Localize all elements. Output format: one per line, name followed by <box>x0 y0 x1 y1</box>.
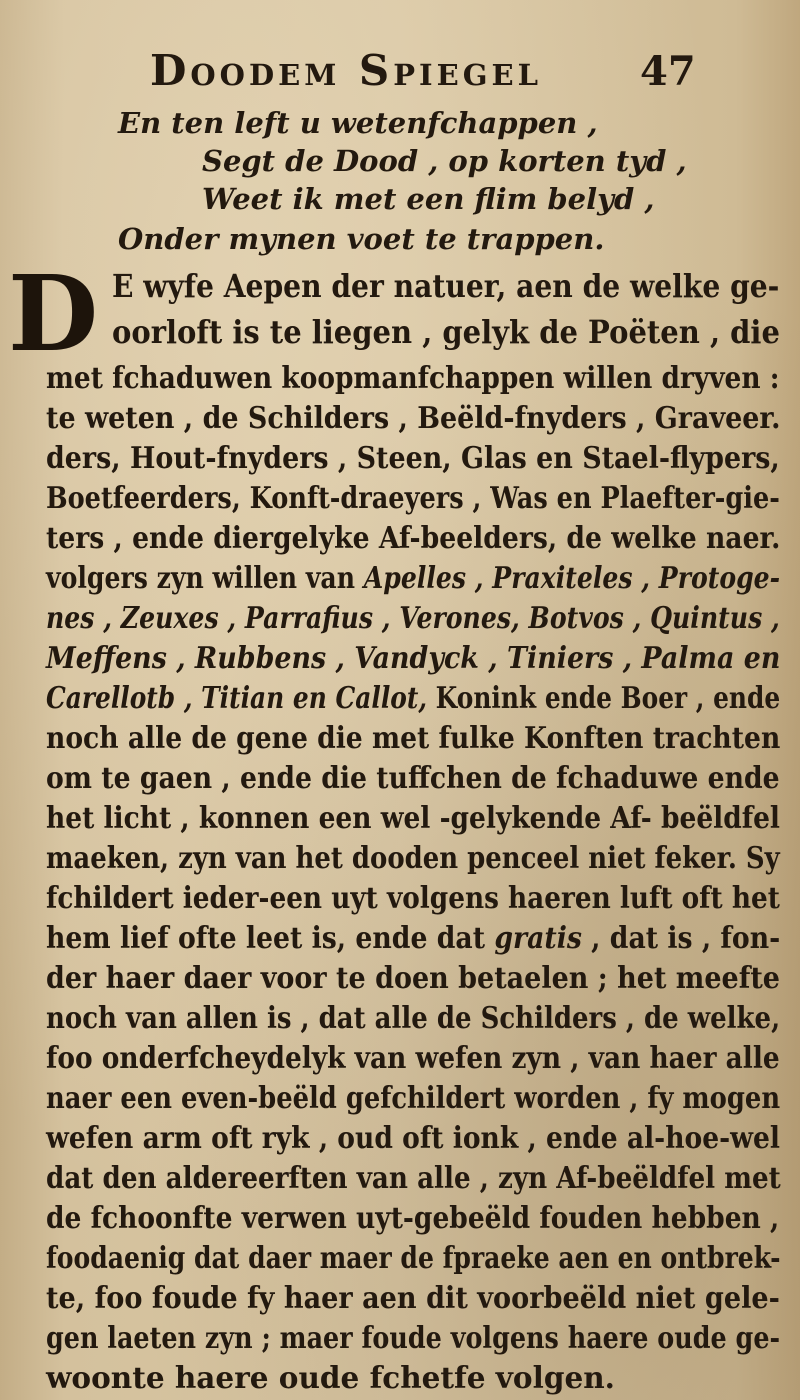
text-run: volgers zyn willen van <box>46 560 364 595</box>
text-line <box>46 920 780 955</box>
text-line: nes , Zeuxes , Parrafius , Verones, Botvos , Quintus , <box>46 600 780 635</box>
text-line: foodaenig dat daer maer de fpraeke aen en ontbrek- <box>46 1240 781 1275</box>
text-line: ters , ende diergelyke Af-beelders, de welke naer. <box>46 520 781 555</box>
running-title: Doodem Spiegel <box>150 46 542 95</box>
text-line: oorloft is te liegen , gelyk de Poëten , die <box>112 314 780 351</box>
text-line: het licht , konnen een wel -gelykende Af- beëldfel <box>46 800 780 835</box>
text-line: der haer daer voor te doen betaelen ; het meefte <box>46 960 780 995</box>
italic-run: gratis <box>494 920 582 955</box>
text-line: noch van allen is , dat alle de Schilders , de welke, <box>46 1000 781 1035</box>
verse-line: Onder mynen voet te trappen. <box>118 222 605 256</box>
text-line: Meffens , Rubbens , Vandyck , Tiniers , Palma en <box>46 640 781 675</box>
text-line: woonte haere oude fchetfe volgen. <box>46 1360 615 1395</box>
verse-line: Segt de Dood , op korten tyd , <box>202 144 687 178</box>
text-line: fchildert ieder-een uyt volgens haeren luft oft het <box>46 880 780 915</box>
text-line: dat den aldereerften van alle , zyn Af-beëldfel met <box>46 1160 781 1195</box>
text-line: naer een even-beëld gefchildert worden , fy mogen <box>46 1080 781 1115</box>
text-line: noch alle de gene die met fulke Konften trachten <box>46 720 781 755</box>
verse-line: En ten left u wetenfchappen , <box>118 106 598 140</box>
text-line: te, foo foude fy haer aen dit voorbeëld niet gele- <box>46 1280 780 1315</box>
text-line: de fchoonfte verwen uyt-gebeëld fouden hebben , <box>46 1200 780 1235</box>
text-run: , dat is , fon- <box>581 920 781 955</box>
text-line: om te gaen , ende die tuffchen de fchaduwe ende <box>46 760 780 795</box>
text-line: ders, Hout-fnyders , Steen, Glas en Stael-flypers, <box>46 440 780 475</box>
text-line: maeken, zyn van het dooden penceel niet feker. Sy <box>46 840 780 875</box>
text-line: wefen arm oft ryk , oud oft ionk , ende al-hoe-wel <box>46 1120 780 1155</box>
text-line <box>46 560 780 595</box>
text-line: te weten , de Schilders , Beëld-fnyders , Graveer. <box>46 400 781 435</box>
drop-cap-initial: D <box>8 252 99 375</box>
italic-run: Apelles , Praxiteles , Protoge- <box>363 560 781 595</box>
text-run: Konink ende Boer , ende <box>435 680 781 715</box>
text-line: met fchaduwen koopmanfchappen willen dryven : <box>46 360 780 395</box>
text-line: E wyfe Aepen der natuer, aen de welke ge- <box>112 268 780 305</box>
italic-run: Carellotb , Titian en Callot, <box>46 680 436 715</box>
text-line: gen laeten zyn ; maer foude volgens haere oude ge- <box>46 1320 781 1355</box>
verse-line: Weet ik met een flim belyd , <box>202 182 655 216</box>
text-run: hem lief ofte leet is, ende dat <box>46 920 495 955</box>
page-header <box>0 46 800 106</box>
text-line: Boetfeerders, Konft-draeyers , Was en Plaefter-gie- <box>46 480 780 515</box>
page-number: 47 <box>640 48 696 95</box>
text-line <box>46 680 780 715</box>
text-line: foo onderfcheydelyk van wefen zyn , van haer alle <box>46 1040 780 1075</box>
